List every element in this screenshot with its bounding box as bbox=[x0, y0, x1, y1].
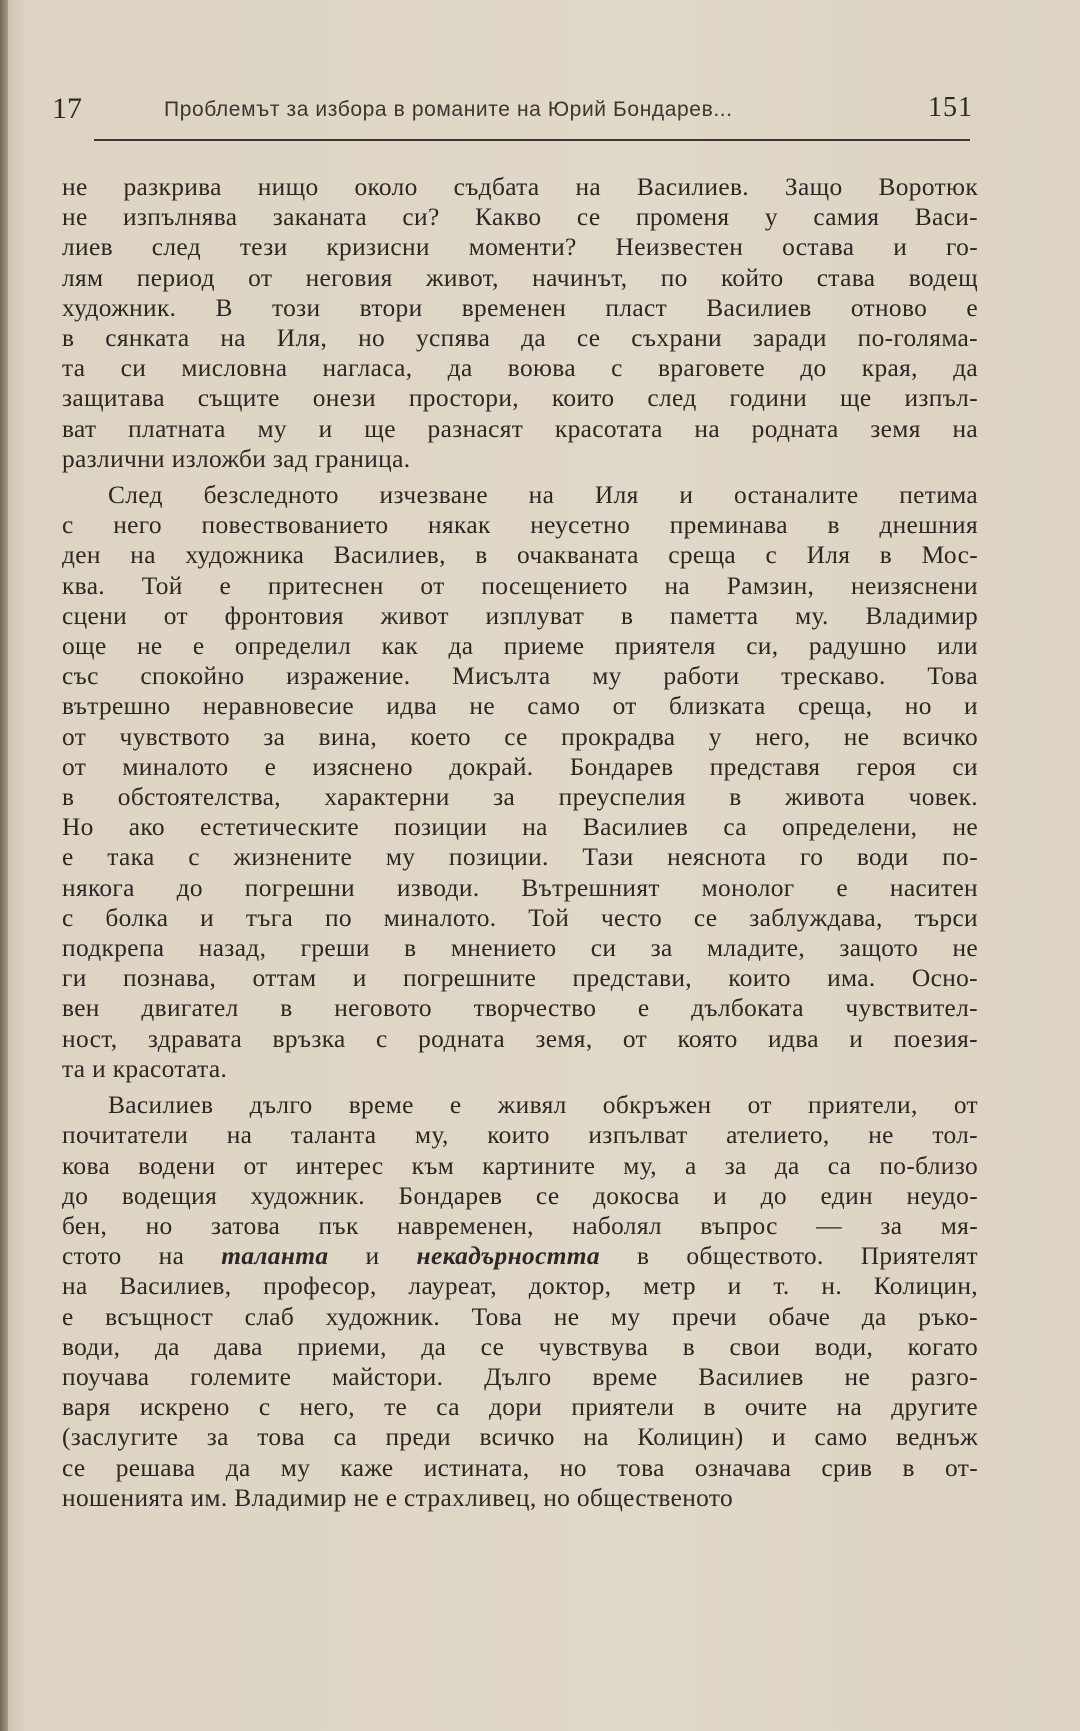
header-rule bbox=[94, 139, 970, 141]
text-line: ност, здравата връзка с родната земя, от която идва и поезия- bbox=[62, 1024, 978, 1053]
text-line: поучава големите майстори. Дълго време Василиев не разго- bbox=[62, 1362, 978, 1391]
body-text bbox=[62, 172, 978, 1513]
text-line: вътрешно неравновесие идва не само от близката среща, но и bbox=[62, 692, 978, 721]
text-line: се решава да му каже истината, но това означава срив в от- bbox=[62, 1453, 978, 1482]
text-line: някога до погрешни изводи. Вътрешният монолог е наситен bbox=[62, 873, 978, 902]
text-line: на Василиев, професор, лауреат, доктор, метр и т. н. Колицин, bbox=[62, 1272, 978, 1301]
text-line: варя искрено с него, те са дори приятели в очите на другите bbox=[62, 1393, 978, 1422]
text-line: (заслугите за това са преди всичко на Колицин) и само веднъж bbox=[62, 1423, 978, 1452]
text-line: лям период от неговия живот, начинът, по който става водещ bbox=[62, 263, 978, 292]
paragraph-1 bbox=[62, 172, 978, 474]
text-line: бен, но затова пък навременен, наболял въпрос — за мя- bbox=[62, 1211, 978, 1240]
text-line: води, да дава приеми, да се чувствува в свои води, когато bbox=[62, 1332, 978, 1361]
text-line: лиев след тези кризисни моменти? Неизвестен остава и го- bbox=[62, 233, 978, 262]
running-head bbox=[52, 92, 972, 132]
text-line: ношенията им. Владимир не е страхливец, но общественото bbox=[62, 1483, 734, 1512]
text-line: та си мисловна нагласа, да воюва с враговете до края, да bbox=[62, 354, 978, 383]
text-line: почитатели на таланта му, които изпълват ателието, не тол- bbox=[62, 1121, 978, 1150]
text-line: стото на таланта и некадърността в обществото. Приятелят bbox=[62, 1242, 978, 1271]
text-line: със спокойно изражение. Мисълта му работи трескаво. Това bbox=[62, 662, 978, 691]
text-line: с него повествованието някак неусетно преминава в днешния bbox=[62, 511, 978, 540]
text-line: в обстоятелства, характерни за преуспелия в живота човек. bbox=[62, 783, 978, 812]
text-line: ват платната му и ще разнасят красотата на родната земя на bbox=[62, 414, 978, 443]
text-line: с болка и тъга по миналото. Той често се заблуждава, търси bbox=[62, 903, 978, 932]
text-line: различни изложби зад граница. bbox=[62, 444, 411, 473]
text-line: Но ако естетическите позиции на Василиев са определени, не bbox=[62, 813, 978, 842]
text-line: е така с жизнените му позиции. Тази неяснота го води по- bbox=[62, 843, 978, 872]
text-line: още не е определил как да приеме приятеля си, радушно или bbox=[62, 632, 978, 661]
text-line: ква. Той е притеснен от посещението на Рамзин, неизяснени bbox=[62, 571, 978, 600]
text-line: кова водени от интерес към картините му, а за да са по-близо bbox=[62, 1151, 978, 1180]
text-line: ги познава, оттам и погрешните представи, които има. Осно- bbox=[62, 964, 978, 993]
text-line: защитава същите онези простори, които след години ще изпъл- bbox=[62, 384, 978, 413]
emphasized-word: таланта bbox=[221, 1242, 329, 1271]
text-line: не изпълнява заканата си? Какво се променя у самия Васи- bbox=[62, 203, 978, 232]
text-line: не разкрива нищо около съдбата на Василиев. Защо Воротюк bbox=[62, 173, 978, 201]
text-line: сцени от фронтовия живот изплуват в паметта му. Владимир bbox=[62, 601, 978, 630]
binding-edge bbox=[0, 0, 8, 1731]
folio-mark: 17 bbox=[52, 92, 82, 125]
text-line: в сянката на Иля, но успява да се съхрани заради по-голяма- bbox=[62, 324, 978, 353]
paragraph-2 bbox=[62, 480, 978, 1084]
text-line: подкрепа назад, греши в мнението си за младите, защото не bbox=[62, 934, 978, 963]
text-line: е всъщност слаб художник. Това не му пречи обаче да ръко- bbox=[62, 1302, 978, 1331]
text-line: вен двигател в неговото творчество е дълбоката чувствител- bbox=[62, 994, 978, 1023]
text-line: художник. В този втори временен пласт Василиев отново е bbox=[62, 293, 978, 322]
text-line: Василиев дълго време е живял обкръжен от приятели, от bbox=[108, 1091, 978, 1120]
emphasized-word: некадърността bbox=[416, 1242, 600, 1271]
page-number: 151 bbox=[928, 92, 973, 123]
paragraph-3 bbox=[62, 1090, 978, 1513]
running-title: Проблемът за избора в романите на Юрий Бондарев... bbox=[164, 98, 733, 121]
text-line: от миналото е изяснено докрай. Бондарев представя героя си bbox=[62, 752, 978, 781]
text-line: ден на художника Василиев, в очакваната среща с Иля в Мос- bbox=[62, 541, 978, 570]
text-line: от чувството за вина, което се прокрадва у него, не всичко bbox=[62, 722, 978, 751]
text-line: до водещия художник. Бондарев се докосва и до един неудо- bbox=[62, 1181, 978, 1210]
text-line: След безследното изчезване на Иля и останалите петима bbox=[108, 481, 978, 510]
text-line: та и красотата. bbox=[62, 1054, 228, 1083]
